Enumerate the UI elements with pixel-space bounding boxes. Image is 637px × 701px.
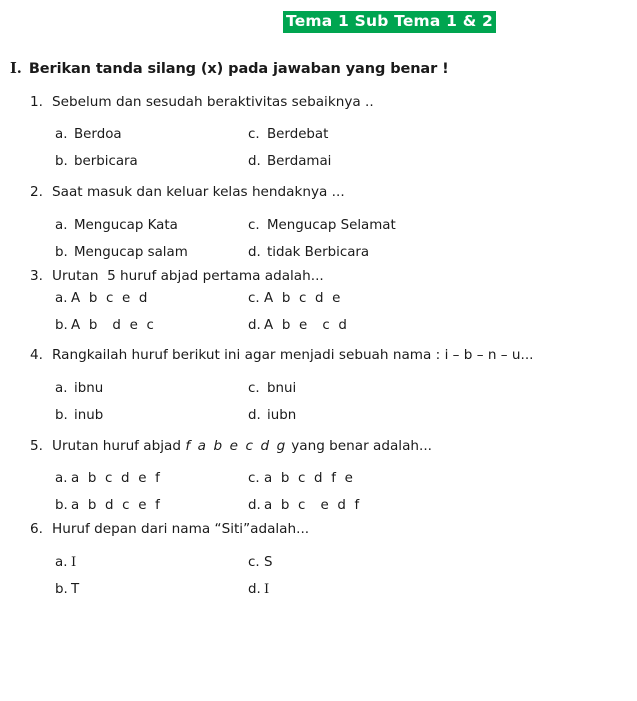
spacer: [0, 307, 637, 318]
question-number: 3.: [30, 267, 43, 284]
option-b-key: b.: [55, 407, 68, 423]
option-c-key: c.: [248, 217, 260, 233]
question-text-before: Urutan huruf abjad: [52, 437, 186, 454]
question-number: 1.: [30, 94, 43, 110]
option-d-text: A b e c d: [264, 318, 350, 334]
option-b[interactable]: [0, 408, 248, 424]
section-number: I.: [10, 60, 22, 77]
option-a-text: Mengucap Kata: [74, 217, 178, 233]
question-item: [0, 268, 637, 334]
option-a-key: a.: [55, 380, 68, 396]
option-d-text: iubn: [267, 407, 297, 423]
spacer: [0, 261, 637, 268]
spacer: [0, 538, 637, 555]
option-d-text: I: [264, 581, 270, 597]
option-row: [0, 381, 637, 397]
option-a-key: a.: [55, 471, 68, 487]
option-a-text: Berdoa: [74, 127, 122, 143]
option-b-text: a b d c e f: [71, 498, 163, 514]
question-item: [0, 184, 637, 260]
section-heading: [0, 60, 637, 77]
question-item: [0, 347, 637, 423]
option-row: [0, 318, 637, 334]
spacer: [0, 284, 637, 291]
spacer: [0, 110, 637, 127]
option-a-key: a.: [55, 291, 68, 307]
option-c[interactable]: [248, 555, 273, 571]
question-text: Rangkailah huruf berikut ini agar menjadi sebuah nama : i – b – n – u...: [52, 347, 534, 364]
spacer: [0, 334, 637, 347]
option-c-key: c.: [248, 127, 260, 143]
spacer: [0, 424, 637, 438]
question-text-italic: f a b e c d g: [185, 437, 287, 454]
option-c-text: Berdebat: [267, 127, 329, 143]
spacer: [0, 514, 637, 521]
question-line: [0, 347, 637, 363]
option-d[interactable]: [248, 408, 296, 424]
option-a[interactable]: [0, 555, 248, 571]
spacer: [0, 170, 637, 184]
option-c-key: c.: [248, 554, 260, 570]
question-number: 2.: [30, 184, 43, 201]
option-b-key: b.: [55, 244, 68, 260]
option-c[interactable]: [248, 471, 355, 487]
option-c[interactable]: [248, 127, 328, 143]
question-item: [0, 94, 637, 170]
spacer: [0, 454, 637, 471]
option-d[interactable]: [248, 318, 349, 334]
option-a[interactable]: [0, 218, 248, 234]
option-c-text: a b c d f e: [264, 471, 356, 487]
option-b[interactable]: [0, 498, 248, 514]
option-d[interactable]: [248, 245, 369, 261]
question-line: [0, 521, 637, 537]
question-item: [0, 438, 637, 514]
spacer: [0, 364, 637, 381]
option-row: [0, 408, 637, 424]
option-a[interactable]: [0, 381, 248, 397]
option-b-key: b.: [55, 318, 68, 334]
option-b-key: b.: [55, 498, 68, 514]
option-b-key: b.: [55, 581, 68, 597]
option-d[interactable]: [248, 498, 361, 514]
option-a-text: ibnu: [74, 380, 104, 396]
option-c-key: c.: [248, 471, 260, 487]
question-text: Saat masuk dan keluar kelas hendaknya ...: [52, 184, 345, 201]
option-a-text: a b c d e f: [71, 471, 163, 487]
option-d-text: Berdamai: [267, 154, 332, 170]
spacer: [0, 487, 637, 498]
question-line: [0, 438, 637, 454]
question-list: [0, 94, 637, 598]
option-row: [0, 218, 637, 234]
option-d[interactable]: [248, 154, 331, 170]
question-item: [0, 521, 637, 597]
option-c-text: bnui: [267, 380, 297, 396]
option-b[interactable]: [0, 245, 248, 261]
option-row: [0, 127, 637, 143]
option-a-text: I: [71, 554, 77, 570]
spacer: [0, 234, 637, 245]
option-row: [0, 154, 637, 170]
option-b-text: A b d e c: [71, 318, 157, 334]
spacer: [0, 201, 637, 218]
option-a[interactable]: [0, 127, 248, 143]
option-d-key: d.: [248, 581, 261, 597]
option-row: [0, 245, 637, 261]
section-instruction: Berikan tanda silang (x) pada jawaban yang benar !: [28, 61, 449, 77]
question-line: [0, 94, 637, 110]
option-b[interactable]: [0, 582, 248, 598]
option-d-key: d.: [248, 244, 261, 260]
question-text: Urutan 5 huruf abjad pertama adalah...: [52, 267, 324, 284]
option-b[interactable]: [0, 318, 248, 334]
option-c-key: c.: [248, 380, 260, 396]
question-line: [0, 268, 637, 284]
question-text: Huruf depan dari nama “Siti”adalah...: [52, 521, 310, 538]
option-row: [0, 582, 637, 598]
option-d-key: d.: [248, 407, 261, 423]
option-a-key: a.: [55, 217, 68, 233]
option-d-key: d.: [248, 498, 261, 514]
option-c[interactable]: [248, 218, 396, 234]
option-c-key: c.: [248, 291, 260, 307]
option-d-key: d.: [248, 154, 261, 170]
question-number: 4.: [30, 347, 43, 364]
option-row: [0, 498, 637, 514]
spacer: [0, 397, 637, 408]
spacer: [0, 571, 637, 582]
option-c[interactable]: [248, 291, 343, 307]
option-c-text: Mengucap Selamat: [267, 217, 396, 233]
option-b-text: berbicara: [74, 154, 138, 170]
option-a-key: a.: [55, 554, 68, 570]
option-a-key: a.: [55, 127, 68, 143]
option-row: [0, 471, 637, 487]
option-a-text: A b c e d: [71, 291, 150, 307]
option-d[interactable]: [248, 582, 269, 598]
option-d-key: d.: [248, 318, 261, 334]
option-c-text: A b c d e: [264, 291, 343, 307]
spacer: [0, 143, 637, 154]
option-d-text: tidak Berbicara: [267, 244, 370, 260]
question-text-after: yang benar adalah...: [286, 437, 432, 454]
question-text: Sebelum dan sesudah beraktivitas sebaiknya ..: [52, 94, 374, 110]
document-title: Tema 1 Sub Tema 1 & 2: [283, 11, 496, 34]
option-a[interactable]: [0, 291, 248, 307]
option-c[interactable]: [248, 381, 296, 397]
question-number: 6.: [30, 521, 43, 538]
option-d-text: a b c e d f: [264, 498, 362, 514]
title-row: [0, 0, 637, 44]
option-b-text: T: [71, 581, 80, 597]
question-number: 5.: [30, 437, 43, 454]
option-b[interactable]: [0, 154, 248, 170]
option-c-text: S: [264, 554, 273, 570]
option-row: [0, 291, 637, 307]
option-row: [0, 555, 637, 571]
option-b-text: Mengucap salam: [74, 244, 188, 260]
option-b-key: b.: [55, 154, 68, 170]
option-a[interactable]: [0, 471, 248, 487]
question-text: [52, 438, 432, 454]
option-b-text: inub: [74, 407, 104, 423]
question-line: [0, 184, 637, 200]
